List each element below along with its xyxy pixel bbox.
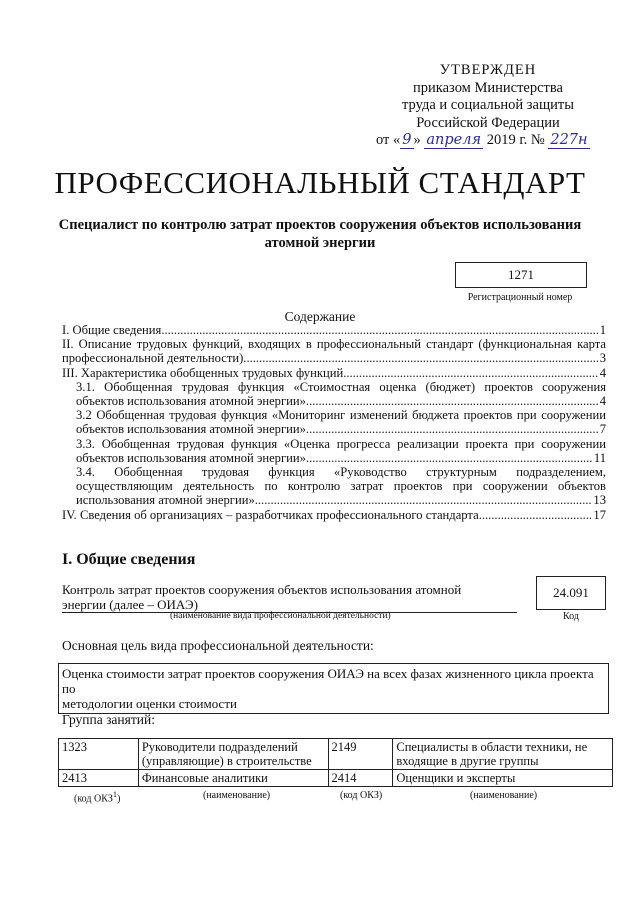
approval-line-3: Российской Федерации (416, 114, 560, 131)
occupation-group-label: Группа занятий: (62, 712, 155, 727)
toc-page-number: 7 (599, 422, 606, 437)
toc-page-number: 17 (593, 507, 606, 522)
section-heading: I. Общие сведения (62, 551, 196, 568)
subtitle-line-2: атомной энергии (264, 235, 376, 251)
toc-item[interactable]: 3.3. Обобщенная трудовая функция «Оценка прогресса реализации проекта при сооружении объектов использования атомной энергии» ..... 11 (62, 437, 606, 465)
okz-code-cell: 2414 (328, 770, 393, 787)
registration-number-label: Регистрационный номер (467, 292, 573, 303)
okz-code-footnote-label-2: (код ОКЗ) (340, 790, 383, 801)
date-year: 2019 г. № (486, 132, 545, 148)
approval-block (368, 62, 608, 150)
name-footnote-label-2: (наименование) (470, 790, 538, 801)
okz-code-footnote-label: (код ОКЗ$^1$) (74, 790, 121, 805)
toc-item[interactable]: IV. Сведения об организациях – разработчиках профессионального стандарта ..... 17 (62, 508, 606, 522)
approval-line-1: приказом Министерства (413, 79, 563, 96)
activity-name: Контроль затрат проектов сооружения объектов использования атомной энергии (далее – ОИАЭ) (62, 582, 517, 613)
occupation-name-cell: Финансовые аналитики (138, 770, 328, 787)
table-of-contents (62, 323, 606, 522)
goal-label: Основная цель вида профессиональной деятельности: (62, 638, 374, 653)
activity-name-label: (наименование вида профессиональной деятельности) (170, 611, 391, 621)
subtitle-line-1: Специалист по контролю затрат проектов сооружения объектов использования (58, 217, 582, 233)
name-footnote-label: (наименование) (203, 790, 271, 801)
occupation-name-cell: Специалисты в области техники, не входящие в другие группы (393, 739, 613, 770)
handwritten-order-number: 227н (550, 132, 588, 148)
toc-page-number: 4 (599, 394, 606, 409)
date-quote-close: » (413, 132, 421, 148)
okz-code-cell: 1323 (59, 739, 139, 770)
toc-item[interactable]: 3.1. Обобщенная трудовая функция «Стоимостная оценка (бюджет) проектов сооружения объектов использования атомной энергии» ..... 4 (62, 380, 606, 408)
occupation-name-cell: Оценщики и эксперты (393, 770, 613, 787)
activity-code-label: Код (563, 611, 579, 622)
toc-item[interactable]: 3.4. Обобщенная трудовая функция «Руководство структурным подразделением, осуществляющим деятельность по контролю затрат проектов при сооружении объектов использования атомной энергии» ..... 13 (62, 465, 606, 508)
toc-item[interactable]: III. Характеристика обобщенных трудовых функций ..... 4 (62, 366, 606, 380)
toc-page-number: 3 (599, 351, 606, 366)
toc-item[interactable]: II. Описание трудовых функций, входящих в профессиональный стандарт (функциональная карта профессиональной деятельности) ..... 3 (62, 337, 606, 365)
activity-code-box: 24.091 (536, 576, 606, 610)
okz-code-cell: 2413 (59, 770, 139, 787)
handwritten-day: 9 (402, 132, 412, 148)
handwritten-month: апреля (426, 132, 482, 148)
toc-page-number: 11 (593, 450, 606, 465)
goal-box: Оценка стоимости затрат проектов сооружения ОИАЭ на всех фазах жизненного цикла проекта по методологии оценки стоимости (58, 663, 609, 714)
toc-item[interactable]: I. Общие сведения ..... 1 (62, 323, 606, 337)
toc-item[interactable]: 3.2 Обобщенная трудовая функция «Мониторинг изменений бюджета проектов при сооружении объектов использования атомной энергии» ..... 7 (62, 408, 606, 436)
toc-page-number: 4 (599, 365, 606, 380)
approval-line-2: труда и социальной защиты (402, 97, 574, 113)
date-prefix: от « (376, 132, 401, 148)
approval-date-line (368, 132, 608, 150)
occupation-name-cell: Руководители подразделений (управляющие) в строительстве (138, 739, 328, 770)
okz-code-cell: 2149 (328, 739, 393, 770)
toc-title: Содержание (284, 309, 356, 324)
occupation-group-table (58, 738, 613, 787)
toc-page-number: 13 (593, 493, 606, 508)
registration-number-box: 1271 (455, 262, 587, 288)
toc-page-number: 1 (599, 323, 606, 337)
approval-heading: УТВЕРЖДЕН (439, 62, 537, 78)
document-title: ПРОФЕССИОНАЛЬНЫЙ СТАНДАРТ (54, 165, 586, 200)
standard-subtitle (40, 216, 600, 252)
table-row (59, 739, 613, 770)
table-row (59, 770, 613, 787)
